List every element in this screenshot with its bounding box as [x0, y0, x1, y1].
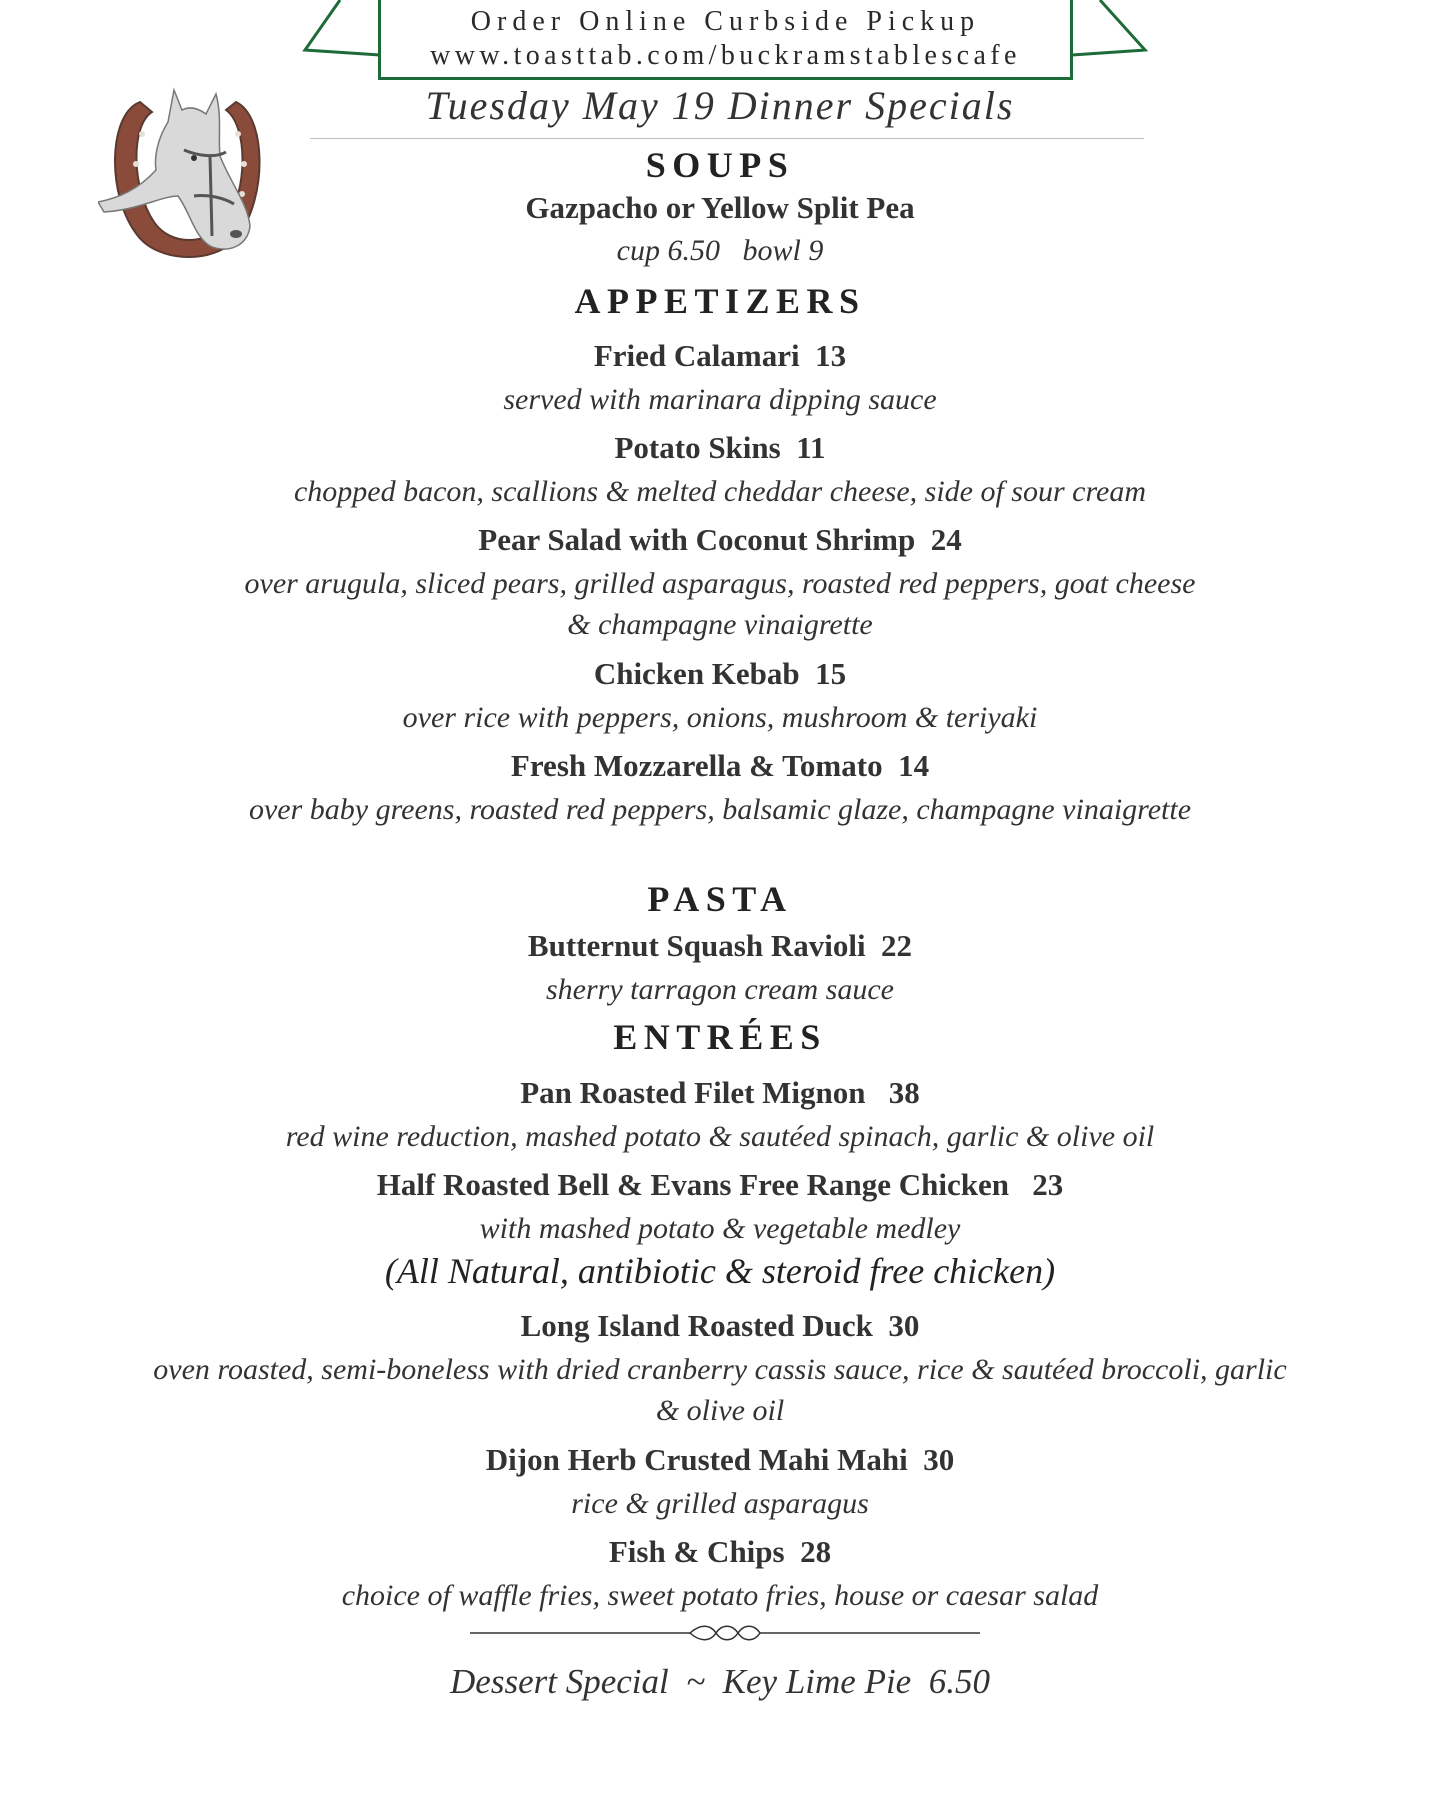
menu-item-name: Butternut Squash Ravioli 22: [527, 928, 913, 963]
menu-item-desc: served with marinara dipping sauce: [503, 383, 937, 416]
menu-item-desc: with mashed potato & vegetable medley: [479, 1212, 961, 1245]
menu-item-desc: rice & grilled asparagus: [571, 1487, 869, 1520]
menu-item-name: Pan Roasted Filet Mignon 38: [520, 1075, 920, 1110]
menu-item-desc: & champagne vinaigrette: [567, 608, 873, 641]
ornamental-flourish-icon: [470, 1622, 980, 1644]
menu-item-desc: chopped bacon, scallions & melted cheddar cheese, side of sour cream: [293, 475, 1147, 508]
menu-item-name: Gazpacho or Yellow Split Pea: [525, 190, 915, 225]
menu-item-desc: sherry tarragon cream sauce: [545, 973, 894, 1006]
menu-item-name: Fried Calamari 13: [593, 338, 847, 373]
menu-item-name: Pear Salad with Coconut Shrimp 24: [478, 522, 962, 557]
page-title: Tuesday May 19 Dinner Specials: [425, 83, 1015, 128]
title-divider: [310, 138, 1144, 139]
banner-url-link[interactable]: www.toasttab.com/buckramstablescafe: [430, 40, 1021, 71]
menu-item-name: Chicken Kebab 15: [593, 656, 847, 691]
menu-item-name: Dijon Herb Crusted Mahi Mahi 30: [485, 1442, 955, 1477]
order-online-banner: [378, 0, 1073, 80]
menu-item-desc: over rice with peppers, onions, mushroom & teriyaki: [402, 701, 1038, 734]
banner-curbside-text: Order Online Curbside Pickup: [470, 6, 981, 37]
section-heading-soups: SOUPS: [645, 145, 795, 185]
menu-item-name: Half Roasted Bell & Evans Free Range Chicken 23: [376, 1167, 1064, 1202]
menu-item-name: Fresh Mozzarella & Tomato 14: [510, 748, 930, 783]
section-heading-appetizers: APPETIZERS: [574, 281, 866, 321]
chicken-note: (All Natural, antibiotic & steroid free chicken): [384, 1251, 1056, 1291]
menu-item-desc: over arugula, sliced pears, grilled asparagus, roasted red peppers, goat cheese: [244, 567, 1196, 600]
menu-item-name: Potato Skins 11: [614, 430, 826, 465]
menu-item-desc: red wine reduction, mashed potato & sautéed spinach, garlic & olive oil: [285, 1120, 1155, 1153]
menu-item-desc: oven roasted, semi-boneless with dried cranberry cassis sauce, rice & sautéed broccoli, garlic: [153, 1353, 1287, 1386]
dessert-special: Dessert Special ~ Key Lime Pie 6.50: [450, 1662, 990, 1701]
section-heading-entrees: ENTRÉES: [613, 1017, 827, 1057]
menu-item-name: Long Island Roasted Duck 30: [520, 1308, 920, 1343]
soup-price: cup 6.50 bowl 9: [616, 234, 824, 267]
menu-item-desc: & olive oil: [655, 1394, 785, 1427]
menu-item-name: Fish & Chips 28: [608, 1534, 832, 1569]
section-heading-pasta: PASTA: [647, 879, 793, 919]
menu-item-desc: choice of waffle fries, sweet potato fries, house or caesar salad: [341, 1579, 1099, 1612]
menu-item-desc: over baby greens, roasted red peppers, balsamic glaze, champagne vinaigrette: [248, 793, 1192, 826]
